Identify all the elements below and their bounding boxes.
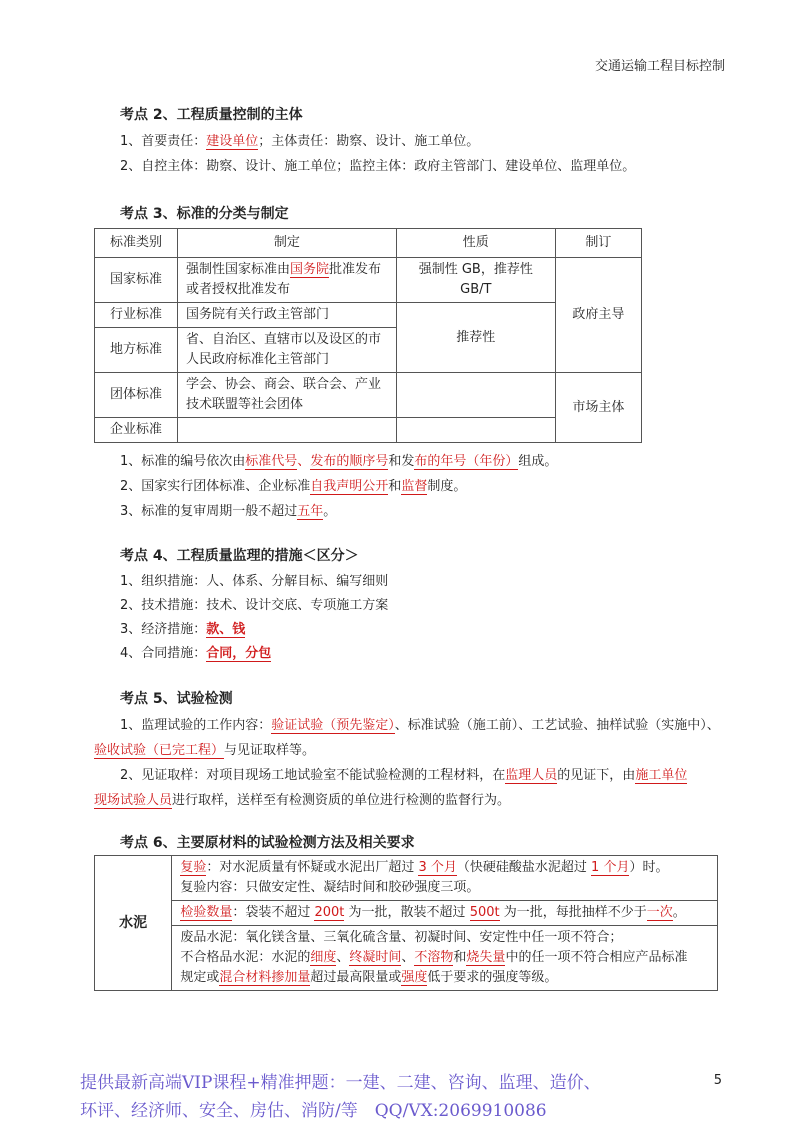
- cement-table: [94, 855, 718, 991]
- make-cell: [177, 258, 396, 303]
- text: ：袋装不超过: [232, 905, 311, 920]
- text: 制度。: [427, 479, 467, 494]
- emph: 烧失量: [466, 950, 506, 965]
- emph: 自我声明公开: [310, 479, 389, 494]
- page-number: 5: [713, 1073, 722, 1088]
- emph: 监督: [401, 479, 428, 494]
- table-row: [95, 856, 718, 901]
- category-cell: 国家标准: [95, 258, 178, 303]
- section-4-heading: 考点 4、工程质量监理的措施＜区分＞: [120, 548, 359, 564]
- text: 。: [672, 905, 686, 920]
- emph: 复验: [180, 860, 207, 875]
- emph: 200t: [314, 905, 345, 920]
- quantity-cell: [172, 901, 718, 926]
- text: 超过最高限量或: [310, 970, 402, 985]
- s4-line-4: [120, 644, 271, 664]
- text: 和发: [388, 454, 415, 469]
- table-header-cell: 性质: [396, 229, 555, 258]
- emph: 现场试验人员: [94, 793, 173, 808]
- text: 规定或: [180, 970, 220, 985]
- emph: 布的年号（年份）: [414, 454, 519, 469]
- nature-cell: [396, 418, 555, 443]
- s3-note-1: [120, 452, 557, 472]
- retest-cell: [172, 856, 718, 901]
- emph: 检验数量: [180, 905, 233, 920]
- nature-cell: 推荐性: [396, 303, 555, 373]
- emph: 终凝时间: [349, 950, 402, 965]
- category-cell: 行业标准: [95, 303, 178, 328]
- text: ）时。: [629, 860, 669, 875]
- reject-cell: [172, 926, 718, 991]
- make-cell: 国务院有关行政主管部门: [177, 303, 396, 328]
- text: 和: [388, 479, 402, 494]
- nonconforming-line-1: [180, 948, 709, 968]
- text: 4、合同措施：: [120, 646, 207, 661]
- standards-table: [94, 228, 642, 443]
- s4-line-2: 2、技术措施：技术、设计交底、专项施工方案: [120, 598, 389, 613]
- emph: 细度: [310, 950, 337, 965]
- text: （快硬硅酸盐水泥超过: [456, 860, 587, 875]
- text: ：对水泥质量有怀疑或水泥出厂超过: [206, 860, 415, 875]
- make-text: 批准发布或者授权批准发布: [185, 262, 382, 297]
- text: 、: [297, 454, 311, 469]
- nature-cell: 强制性 GB，推荐性 GB/T: [396, 258, 555, 303]
- s2-line-2: 2、自控主体：勘察、设计、施工单位；监控主体：政府主管部门、建设单位、监理单位。: [120, 159, 636, 174]
- make-cell: 学会、协会、商会、联合会、产业技术联盟等社会团体: [177, 373, 396, 418]
- table-header-cell: 制定: [177, 229, 396, 258]
- running-header: 交通运输工程目标控制: [594, 59, 725, 74]
- category-cell: 地方标准: [95, 328, 178, 373]
- emph: 发布的顺序号: [310, 454, 389, 469]
- section-3-heading: 考点 3、标准的分类与制定: [120, 206, 289, 222]
- nonconforming-line-2: [180, 968, 709, 988]
- emph: 不溶物: [414, 950, 454, 965]
- s3-note-3: [120, 502, 336, 522]
- make-cell: [177, 418, 396, 443]
- text: 为一批，每批抽样不少于: [503, 905, 647, 920]
- s5-para-2-line-1: [120, 766, 687, 786]
- text: 1、标准的编号依次由: [120, 454, 246, 469]
- make-text: 强制性国家标准由: [185, 262, 290, 277]
- text: 。: [323, 504, 337, 519]
- waste-line: 废品水泥：氧化镁含量、三氧化硫含量、初凝时间、安定性中任一项不符合；: [180, 930, 623, 945]
- emph: 强度: [401, 970, 428, 985]
- text: 2、见证取样：对项目现场工地试验室不能试验检测的工程材料，在: [120, 768, 506, 783]
- section-2-heading: 考点 2、工程质量控制的主体: [120, 107, 303, 123]
- text: 进行取样，送样至有检测资质的单位进行检测的监督行为。: [172, 793, 511, 808]
- text: 与见证取样等。: [224, 743, 316, 758]
- emph: 验证试验（预先鉴定）: [271, 718, 395, 733]
- table-header-row: [95, 229, 642, 258]
- text: 为一批，散装不超过: [348, 905, 466, 920]
- table-row: [95, 258, 642, 303]
- s4-line-1: 1、组织措施：人、体系、分解目标、编写细则: [120, 574, 389, 589]
- make-emph: 国务院: [290, 262, 330, 277]
- text: 组成。: [518, 454, 558, 469]
- emph: 施工单位: [635, 768, 688, 783]
- s5-para-2-line-2: [94, 791, 510, 811]
- s4-line-3: [120, 620, 245, 640]
- nature-cell: [396, 373, 555, 418]
- retest-content-line: 复验内容：只做安定性、凝结时间和胶砂强度三项。: [180, 880, 480, 895]
- text: 中的任一项不符合相应产品标准: [505, 950, 688, 965]
- text: 、标准试验（施工前）、工艺试验、抽样试验（实施中）、: [394, 718, 720, 733]
- category-cell: 团体标准: [95, 373, 178, 418]
- make-cell: 省、自治区、直辖市以及设区的市人民政府标准化主管部门: [177, 328, 396, 373]
- emph: 500t: [469, 905, 500, 920]
- s5-para-1-line-1: [120, 716, 720, 736]
- s2-line-1: [120, 132, 479, 152]
- emph: 1 个月: [591, 860, 630, 875]
- text: 1、监理试验的工作内容：: [120, 718, 272, 733]
- s3-note-2: [120, 477, 466, 497]
- s5-para-1-line-2: [94, 741, 315, 761]
- text: 、: [336, 950, 350, 965]
- text: 低于要求的强度等级。: [427, 970, 558, 985]
- s2-l1-emph: 建设单位: [206, 134, 259, 149]
- table-header-cell: 标准类别: [95, 229, 178, 258]
- authority-cell: 市场主体: [555, 373, 641, 443]
- s2-l1-text: 1、首要责任：: [120, 134, 207, 149]
- text: 3、标准的复审周期一般不超过: [120, 504, 298, 519]
- section-6-heading: 考点 6、主要原材料的试验检测方法及相关要求: [120, 835, 415, 851]
- emph: 监理人员: [505, 768, 558, 783]
- text: 3、经济措施：: [120, 622, 207, 637]
- emph: 3 个月: [418, 860, 457, 875]
- emph: 混合材料掺加量: [219, 970, 311, 985]
- text: 2、国家实行团体标准、企业标准: [120, 479, 311, 494]
- section-5-heading: 考点 5、试验检测: [120, 691, 233, 707]
- text: 和: [453, 950, 467, 965]
- emph: 合同，分包: [206, 646, 272, 661]
- promo-footer-line-1: 提供最新高端VIP课程+精准押题：一建、二建、咨询、监理、造价、: [80, 1073, 601, 1093]
- authority-cell: 政府主导: [555, 258, 641, 373]
- text: 不合格品水泥：水泥的: [180, 950, 311, 965]
- text: 的见证下，由: [557, 768, 636, 783]
- table-header-cell: 制订: [555, 229, 641, 258]
- promo-footer-line-2: 环评、经济师、安全、房估、消防/等 QQ/VX:2069910086: [80, 1101, 547, 1121]
- material-cell: 水泥: [95, 856, 172, 991]
- retest-line: [180, 858, 709, 878]
- emph: 五年: [297, 504, 324, 519]
- emph: 款、钱: [206, 622, 246, 637]
- table-row: [95, 373, 642, 418]
- s2-l1-rest: ；主体责任：勘察、设计、施工单位。: [258, 134, 480, 149]
- table-row: [95, 926, 718, 991]
- emph: 一次: [646, 905, 673, 920]
- category-cell: 企业标准: [95, 418, 178, 443]
- emph: 标准代号: [245, 454, 298, 469]
- table-row: [95, 901, 718, 926]
- emph: 验收试验（已完工程）: [94, 743, 225, 758]
- text: 、: [401, 950, 415, 965]
